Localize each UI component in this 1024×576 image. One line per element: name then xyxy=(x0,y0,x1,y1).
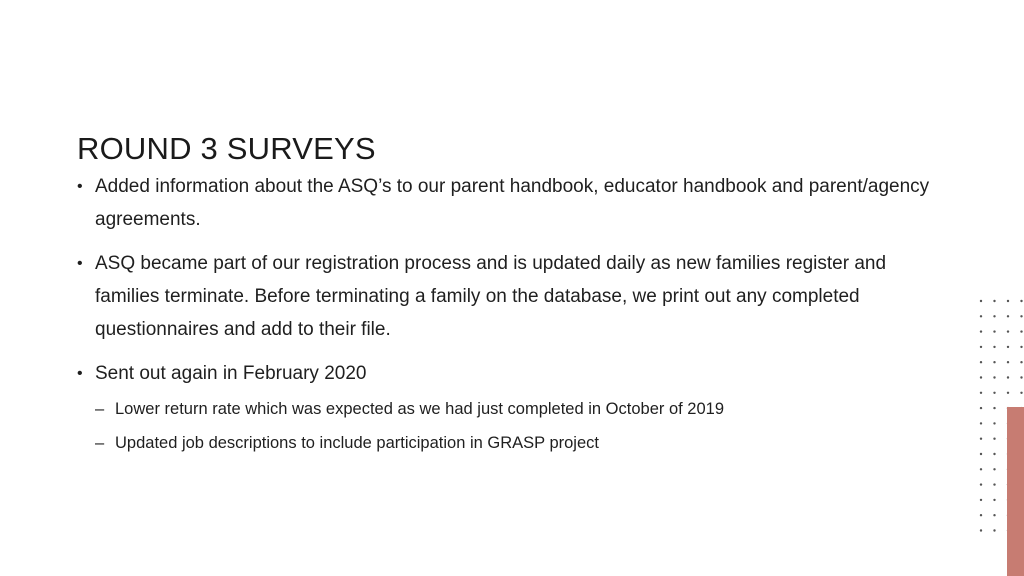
decorative-dot xyxy=(1020,392,1022,394)
decorative-dot xyxy=(1020,376,1022,378)
sub-bullet-item xyxy=(95,426,937,460)
decorative-dot xyxy=(980,330,982,332)
sub-bullet-text: Lower return rate which was expected as we had just completed in October of 2019 xyxy=(115,400,725,418)
sub-bullet-marker: – xyxy=(95,434,105,452)
decorative-dot xyxy=(980,407,982,409)
decorative-dot xyxy=(993,407,995,409)
sub-bullet-marker: – xyxy=(95,400,105,418)
decorative-dot xyxy=(1007,361,1009,363)
decorative-dot xyxy=(1020,330,1022,332)
decorative-dot xyxy=(980,376,982,378)
bullet-list xyxy=(77,170,937,471)
decorative-dot xyxy=(1020,300,1022,302)
decorative-dot xyxy=(1007,330,1009,332)
bullet-item xyxy=(77,170,937,236)
decorative-dot xyxy=(1020,361,1022,363)
decorative-dot xyxy=(993,499,995,501)
sub-bullet-list xyxy=(95,392,937,460)
bullet-item xyxy=(77,357,937,460)
bullet-marker: • xyxy=(77,178,83,195)
sub-bullet-text: Updated job descriptions to include participation in GRASP project xyxy=(115,434,599,452)
slide-title: ROUND 3 SURVEYS xyxy=(77,130,376,166)
sub-bullet-item xyxy=(95,392,937,426)
decorative-dot xyxy=(993,438,995,440)
decorative-dot xyxy=(993,483,995,485)
decorative-dot xyxy=(993,376,995,378)
decorative-dot xyxy=(1007,346,1009,348)
decorative-dot xyxy=(993,392,995,394)
decorative-dot xyxy=(980,361,982,363)
decorative-dot xyxy=(980,315,982,317)
bullet-text: Sent out again in February 2020 xyxy=(95,363,367,384)
bullet-item xyxy=(77,247,937,346)
decorative-dot xyxy=(993,300,995,302)
decorative-dot xyxy=(980,346,982,348)
decorative-dot xyxy=(980,529,982,531)
decorative-dot xyxy=(980,300,982,302)
decorative-dot xyxy=(993,529,995,531)
bullet-text: Added information about the ASQ’s to our parent handbook, educator handbook and parent/agency agreements. xyxy=(95,176,930,230)
decorative-accent-bar xyxy=(1007,407,1024,576)
decorative-dot xyxy=(1007,315,1009,317)
decorative-dot xyxy=(980,483,982,485)
decorative-dot xyxy=(1007,392,1009,394)
decorative-dot xyxy=(980,453,982,455)
decorative-dot xyxy=(1007,376,1009,378)
bullet-marker: • xyxy=(77,365,83,382)
decorative-dot xyxy=(993,468,995,470)
decorative-dot xyxy=(980,499,982,501)
decorative-dot xyxy=(980,468,982,470)
decorative-dot xyxy=(993,422,995,424)
decorative-dot xyxy=(980,422,982,424)
bullet-text: ASQ became part of our registration process and is updated daily as new families register and families terminate. Before terminating a family on the database, we print out any completed questionnaires and add to their file. xyxy=(95,253,887,340)
decorative-dot xyxy=(993,514,995,516)
decorative-dot xyxy=(993,330,995,332)
decorative-dot xyxy=(1007,300,1009,302)
decorative-dot xyxy=(993,361,995,363)
decorative-dot xyxy=(980,392,982,394)
decorative-dot xyxy=(993,315,995,317)
decorative-dot xyxy=(1020,315,1022,317)
decorative-dot xyxy=(980,514,982,516)
decorative-dot xyxy=(980,438,982,440)
bullet-marker: • xyxy=(77,255,83,272)
decorative-dot xyxy=(993,453,995,455)
decorative-dot xyxy=(1020,346,1022,348)
decorative-dot xyxy=(993,346,995,348)
